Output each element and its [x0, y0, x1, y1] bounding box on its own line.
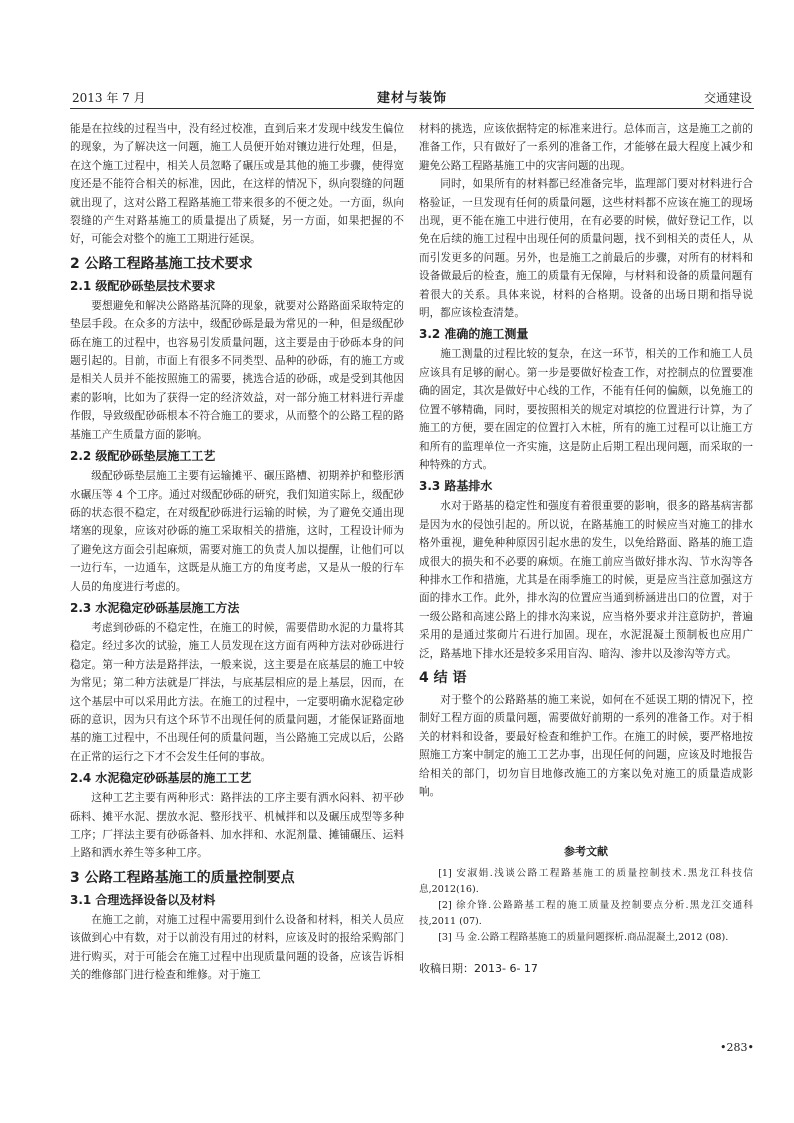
page-number: •283•	[720, 1041, 754, 1054]
left-column	[70, 120, 404, 984]
reference-item: [2] 徐介锋.公路路基工程的施工质量及控制要点分析.黑龙江交通科技,2011 (07).	[419, 899, 753, 927]
received-date: 收稿日期：2013- 6- 17	[419, 961, 538, 975]
paragraph: 级配砂砾垫层施工主要有运输摊平、碾压路槽、初期养护和整形洒水碾压等 4 个工序。通过对级配砂砾的研究，我们知道实际上，级配砂砾的状态很不稳定，在对级配砂砾进行运输的时候，为了避免交通出现堵塞的现象，应该对砂砾的施工采取相关的措施，这时，工程设计师为了避免这方面会引起麻烦，需要对施工的负责人加以提醒，让他们可以一边行车，一边通车，这既是从施工方的角度考虑，又是从一般的行车人员的角度进行考虑的。	[70, 470, 404, 593]
paragraph: 考虑到砂砾的不稳定性，在施工的时候，需要借助水泥的力量将其稳定。经过多次的试验，施工人员发现在这方面有两种方法对砂砾进行稳定。第一种方法是路拌法，一般来说，这主要是在底基层的施工中较为常见；第二种方法就是厂拌法，与底基层相应的是上基层，因而，在这个基层中可以采用此方法。在施工的过程中，一定要明确水泥稳定砂砾的意识，因为只有这个环节不出现任何的质量问题，才能保证路面地基的施工过程中，不出现任何的质量问题，当公路施工完成以后，公路在正常的运行之下才不会发生任何的事故。	[70, 621, 404, 763]
subsection-heading: 3.1 合理选择设备以及材料	[70, 892, 216, 907]
section-heading: 2 公路工程路基施工技术要求	[70, 255, 253, 272]
references-title: 参考文献	[564, 845, 608, 859]
subsection-heading: 2.1 级配砂砾垫层技术要求	[70, 278, 216, 293]
right-column	[419, 120, 753, 978]
running-header	[70, 86, 754, 109]
paragraph: 要想避免和解决公路路基沉降的现象，就要对公路路面采取特定的垫层手段。在众多的方法中，级配砂砾是最为常见的一种，但是级配砂砾在施工的过程中，也容易引发质量问题，这主要是由于砂砾本身的问题引起的。目前，市面上有很多不同类型、品种的砂砾，有的施工方或是相关人员并不能按照施工的需要，挑选合适的砂砾，或是受到其他因素的影响，比如为了获得一定的经济效益，对一部分施工材料进行弄虚作假，导致级配砂砾根本不符合施工的要求，从而整个的公路工程的路基施工产生质量方面的影响。	[70, 299, 404, 441]
journal-logo	[377, 87, 447, 106]
journal-name: 建材与装饰	[376, 91, 448, 106]
paragraph: 同时，如果所有的材料都已经准备完毕，监理部门要对材料进行合格验证，一旦发现有任何的质量问题，这些材料都不应该在施工的现场出现，更不能在施工中进行使用，在有必要的时候，做好登记工作，以免在后续的施工过程中出现任何的质量问题，找不到相关的责任人，从而引发更多的问题。另外，也是施工之前最后的步骤，对所有的材料和设备做最后的检查，施工的质量有无保障，与材料和设备的质量问题有着很大的关系。具体来说，材料的合格期。设备的出场日期和指导说明，都应该检查清楚。	[419, 178, 753, 320]
subsection-heading: 3.2 准确的施工测量	[419, 327, 529, 342]
paragraph: 材料的挑选，应该依据特定的标准来进行。总体而言，这是施工之前的准备工作，只有做好了一系列的准备工作，才能够在最大程度上减少和避免公路工程路基施工中的灾害问题的出现。	[419, 123, 753, 172]
subsection-heading: 2.3 水泥稳定砂砾基层施工方法	[70, 600, 240, 615]
paragraph: 能是在拉线的过程当中，没有经过校准，直到后来才发现中线发生偏位的现象，为了解决这一问题，施工人员便开始对镶边进行处理，但是，在这个施工过程中，相关人员忽略了碾压或是其他的施工步骤，使得宽度还是不能符合相关的标准，因此，在这样的情况下，纵向裂缝的问题就出现了，这对公路工程路基施工带来很多的不便之处。一方面，纵向裂缝的产生对路基施工的质量提出了质疑，另一方面，如果把握的不好，可能会对整个的施工工期进行延误。	[70, 123, 404, 246]
paragraph: 这种工艺主要有两种形式：路拌法的工序主要有洒水闷料、初平砂砾料、摊平水泥、摆放水泥、整形找平、机械拌和以及碾压成型等多种工序；厂拌法主要有砂砾备料、加水拌和、水泥剂量、摊铺碾压、运料上路和洒水养生等多种工序。	[70, 792, 404, 860]
subsection-heading: 2.4 水泥稳定砂砾基层的施工工艺	[70, 771, 252, 786]
subsection-heading: 2.2 级配砂砾垫层施工工艺	[70, 449, 216, 464]
paragraph: 水对于路基的稳定性和强度有着很重要的影响，很多的路基病害都是因为水的侵蚀引起的。所以说，在路基施工的时候应当对施工的排水格外重视，避免种种原因引起水患的发生，以免给路面、路基的施工造成很大的损失和不必要的麻烦。在施工前应当做好排水沟、节水沟等各种排水工作和措施，尤其是在雨季施工的时候，更是应当注意加强这方面的排水工作。此外，排水沟的位置应当通到桥涵进出口的位置，对于一级公路和高速公路上的排水沟来说，应当格外要求并注意防护，普遍采用的是通过浆砌片石进行加固。现在，水泥混凝土预制板也应用广泛，路基地下排水还是较多采用盲沟、暗沟、渗井以及渗沟等方式。	[419, 500, 753, 660]
paragraph: 对于整个的公路路基的施工来说，如何在不延误工期的情况下，控制好工程方面的质量问题，需要做好前期的一系列的准备工作。对于相关的材料和设备，要最好检查和维护工作。在施工的时候，要严格地按照施工方案中制定的施工工艺办事，出现任何的问题，应该及时地报告给相关的部门，切勿盲目地修改施工的方案以免对施工的质量造成影响。	[419, 693, 753, 798]
paragraph: 在施工之前，对施工过程中需要用到什么设备和材料，相关人员应该做到心中有数，对于以前没有用过的材料，应该及时的报给采购部门进行购买，对于可能会在施工过程中出现质量问题的设备，应该告诉相关的维修部门进行检查和维修。对于施工	[70, 913, 404, 982]
reference-item: [3] 马 金.公路工程路基施工的质量问题探析.商品混凝土,2012 (08).	[438, 931, 729, 943]
section-heading: 3 公路工程路基施工的质量控制要点	[70, 869, 295, 886]
subsection-heading: 3.3 路基排水	[419, 479, 493, 494]
paragraph: 施工测量的过程比较的复杂，在这一环节，相关的工作和施工人员应该具有足够的耐心。第一步是要做好检查工作，对控制点的位置要准确的固定，其次是做好中心线的工作，不能有任何的偏颇，以免施工的位置不够精确，同时，要按照相关的规定对填挖的位置进行计算，为了施工的方便，要在固定的位置打入木桩，所有的施工过程可以让施工方和所有的监理单位一齐实施，这是防止后期工程出现问题，而采取的一种特殊的方式。	[419, 348, 753, 471]
section-name: 交通建设	[703, 91, 752, 105]
section-heading: 4 结 语	[419, 669, 467, 686]
reference-item: [1] 安淑娟.浅谈公路工程路基施工的质量控制技术.黑龙江科技信息,2012(16).	[419, 867, 753, 895]
issue-date: 2013 年 7 月	[72, 91, 146, 105]
